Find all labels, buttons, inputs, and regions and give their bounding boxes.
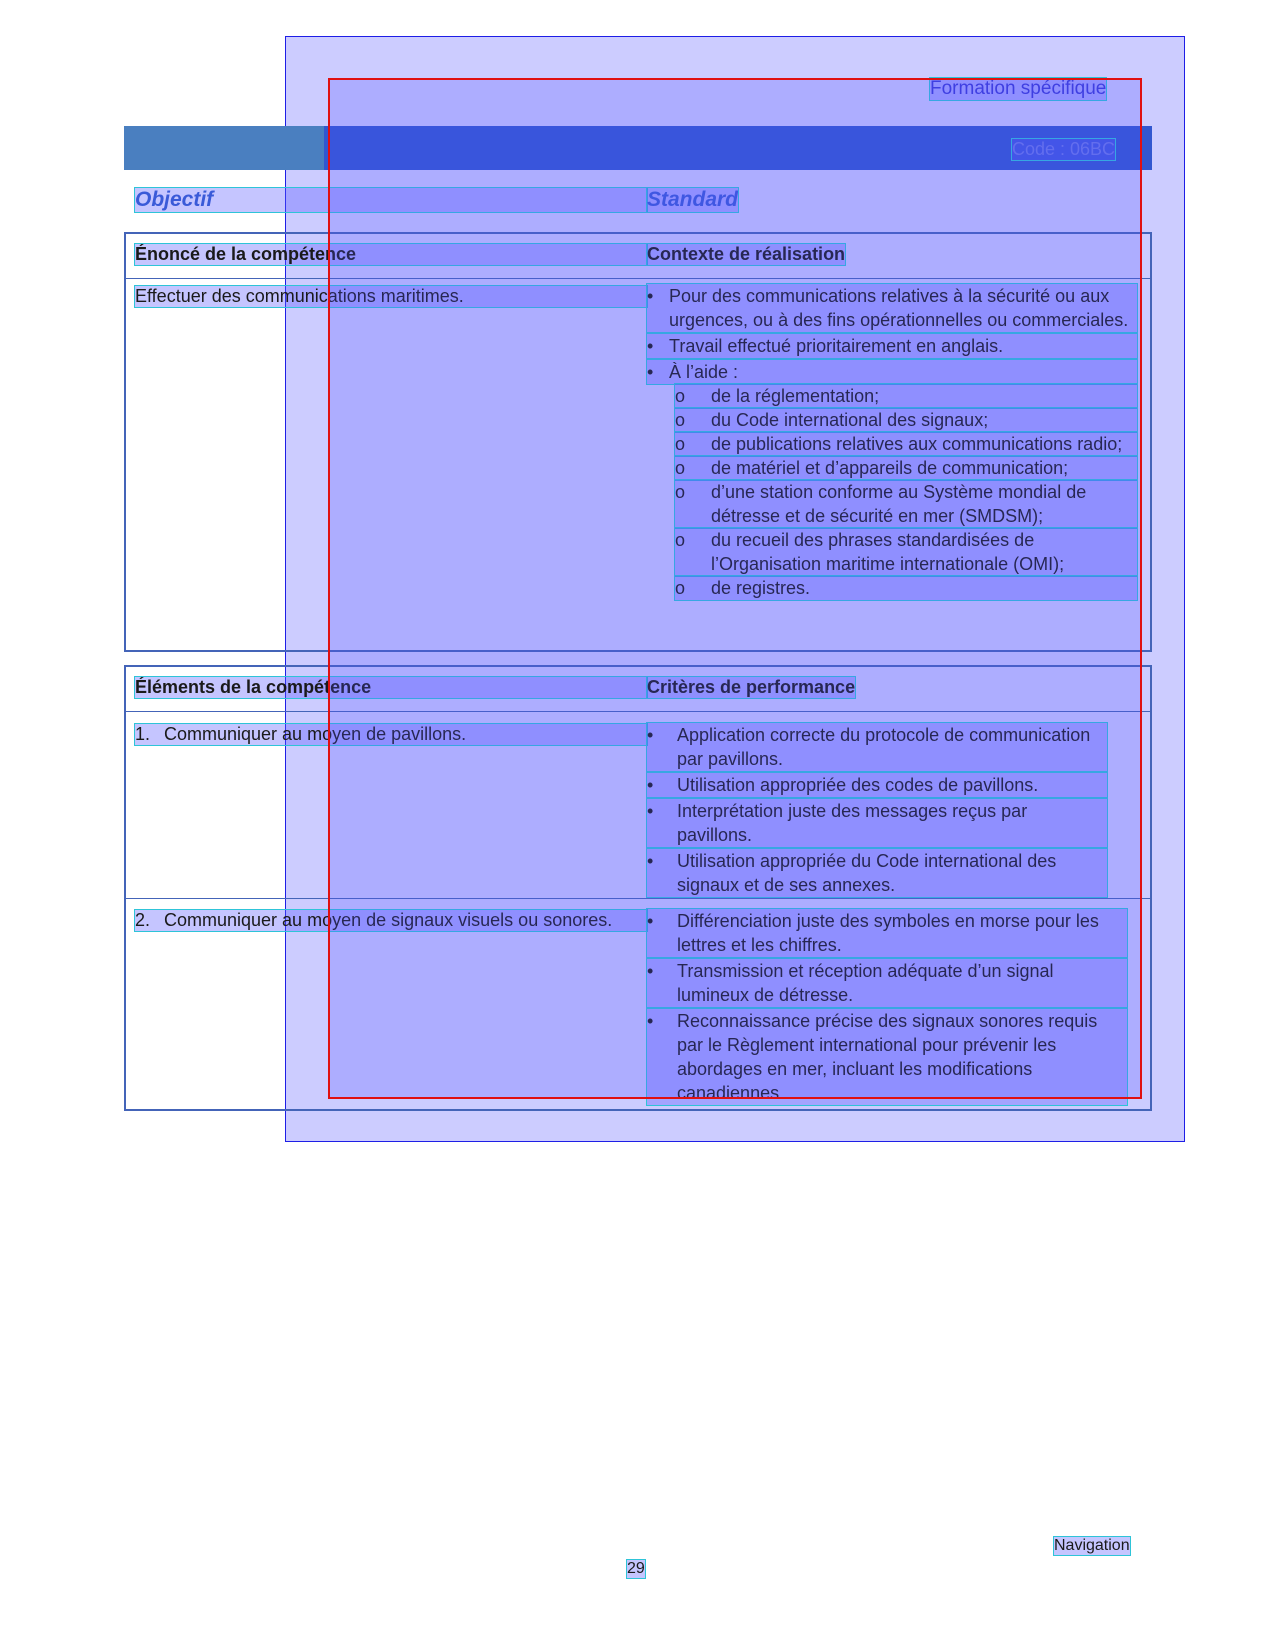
element-1: 1. Communiquer au moyen de pavillons. [135,724,647,745]
standard-heading: Standard [647,188,739,211]
col-header-statement: Énoncé de la compétence [135,244,647,265]
aid-item: o de registres. [675,576,1137,600]
page-number: 29 [627,1560,645,1577]
element-2: 2. Communiquer au moyen de signaux visuels ou sonores. [135,910,647,931]
criterion-item: • Transmission et réception adéquate d’un signal lumineux de détresse. [647,959,1127,1007]
footer-section-name: Navigation [1054,1537,1130,1554]
criterion-item: • Utilisation appropriée des codes de pavillons. [647,773,1107,797]
col-header-elements: Éléments de la compétence [135,677,647,698]
context-item: • Pour des communications relatives à la sécurité ou aux urgences, ou à des fins opérationnelles ou commerciales. [647,284,1137,332]
col-header-context: Contexte de réalisation [647,244,846,264]
aid-item: o du recueil des phrases standardisées de l’Organisation maritime internationale (OMI); [675,528,1137,576]
objectif-heading: Objectif [135,188,647,212]
aid-item: o de matériel et d’appareils de communication; [675,456,1137,480]
competency-statement: Effectuer des communications maritimes. [135,286,647,307]
aid-item: o de la réglementation; [675,384,1137,408]
aid-item: o du Code international des signaux; [675,408,1137,432]
criterion-item: • Interprétation juste des messages reçus par pavillons. [647,799,1107,847]
course-code: Code : 06BC [1012,139,1116,159]
criterion-item: • Différenciation juste des symboles en morse pour les lettres et les chiffres. [647,909,1127,957]
context-item: • Travail effectué prioritairement en anglais. [647,334,1137,358]
criterion-item: • Utilisation appropriée du Code international des signaux et de ses annexes. [647,849,1107,897]
aid-item: o de publications relatives aux communications radio; [675,432,1137,456]
criterion-item: • Application correcte du protocole de communication par pavillons. [647,723,1107,771]
overlay-red-region [328,78,1142,1099]
aid-item: o d’une station conforme au Système mondial de détresse et de sécurité en mer (SMDSM); [675,480,1137,528]
context-item: • À l’aide : [647,360,1137,384]
criterion-item: • Reconnaissance précise des signaux sonores requis par le Règlement international pour prévenir les abordages en mer, incluant les modifications canadiennes. [647,1009,1127,1105]
document-title: Formation spécifique [930,78,1107,99]
col-header-criteria: Critères de performance [647,677,856,697]
